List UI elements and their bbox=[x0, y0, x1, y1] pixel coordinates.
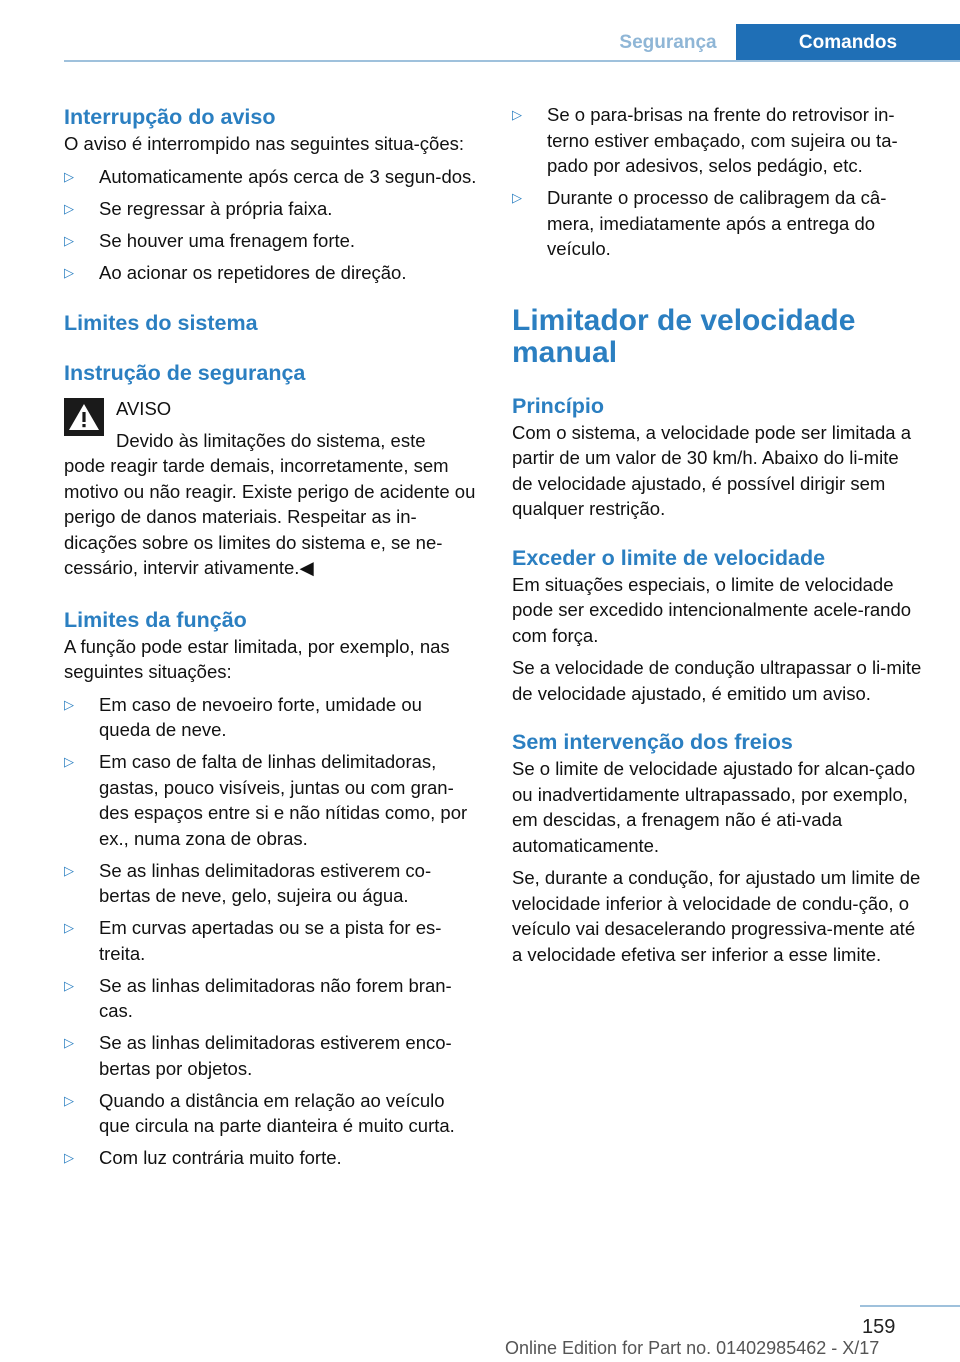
triangle-bullet-icon: ▷ bbox=[64, 168, 74, 184]
warning-block bbox=[64, 396, 478, 581]
list-item: ▷ Em curvas apertadas ou se a pista for es-treita. bbox=[64, 917, 442, 964]
tab-comandos[interactable]: Comandos bbox=[736, 24, 960, 62]
limites-funcao-intro: A função pode estar limitada, por exemplo, nas seguintes situações: bbox=[64, 635, 450, 682]
list-item: ▷ Durante o processo de calibragem da câ-mera, imediatamente após a entrega do veículo. bbox=[512, 187, 887, 259]
list-item: ▷ Ao acionar os repetidores de direção. bbox=[64, 260, 478, 286]
triangle-bullet-icon: ▷ bbox=[64, 1092, 74, 1108]
warning-text: pode reagir tarde demais, incorretamente, sem motivo ou não reagir. Existe perigo de acidente ou perigo de danos materiais. Respeitar as in-dicações sobre os limites do sistema e, se ne-cessário, intervir ativamente.◀ bbox=[64, 455, 476, 578]
list-item: ▷ Se as linhas delimitadoras estiverem co-bertas de neve, gelo, sujeira ou água. bbox=[64, 859, 432, 906]
triangle-bullet-icon: ▷ bbox=[64, 1150, 74, 1165]
sem-intervencao-text-1: Se o limite de velocidade ajustado for alcan-çado ou inadvertidamente ultrapassado, por exemplo, em descidas, a frenagem não é ati-vada automaticamente. bbox=[512, 758, 916, 856]
triangle-bullet-icon: ▷ bbox=[512, 107, 522, 122]
page-number: 159 bbox=[862, 1316, 896, 1338]
principio-text: Com o sistema, a velocidade pode ser limitada a partir de um valor de 30 km/h. Abaixo do li-mite de velocidade ajustado, é possível dirigir sem qualquer restrição. bbox=[512, 421, 911, 519]
list-item: ▷ Se as linhas delimitadoras não forem bran-cas. bbox=[64, 974, 452, 1021]
triangle-bullet-icon: ▷ bbox=[64, 1035, 74, 1050]
heading-sem-intervencao: Sem intervenção dos freios bbox=[512, 730, 793, 754]
triangle-bullet-icon: ▷ bbox=[64, 696, 74, 712]
list-item: ▷ Se houver uma frenagem forte. bbox=[64, 228, 478, 254]
footer-edition: Online Edition for Part no. 01402985462 - X/17 bbox=[505, 1338, 880, 1358]
list-item: ▷ Em caso de falta de linhas delimitadoras, gastas, pouco visíveis, juntas ou com gran-des espaços entre si e não nítidas como, por ex., numa zona de obras. bbox=[64, 751, 468, 849]
triangle-bullet-icon: ▷ bbox=[512, 190, 522, 205]
list-item: ▷ Quando a distância em relação ao veículo que circula na parte dianteira é muito curta. bbox=[64, 1089, 455, 1136]
heading-interrupcao: Interrupção do aviso bbox=[64, 105, 276, 129]
limites-funcao-list bbox=[64, 692, 478, 1171]
heading-limites-funcao: Limites da função bbox=[64, 607, 247, 632]
left-column bbox=[64, 100, 478, 1171]
tab-seguranca[interactable]: Segurança bbox=[619, 32, 717, 53]
heading-instrucao-seguranca: Instrução de segurança bbox=[64, 361, 306, 385]
list-item: ▷ Em caso de nevoeiro forte, umidade ou queda de neve. bbox=[64, 693, 422, 740]
exceder-text-2: Se a velocidade de condução ultrapassar o li-mite de velocidade ajustado, é emitido um aviso. bbox=[512, 657, 922, 704]
triangle-bullet-icon: ▷ bbox=[64, 977, 74, 993]
interrupcao-intro: O aviso é interrompido nas seguintes situa-ções: bbox=[64, 133, 465, 154]
triangle-bullet-icon: ▷ bbox=[64, 200, 74, 216]
list-item: ▷ Se regressar à própria faixa. bbox=[64, 196, 478, 222]
footer-rule bbox=[860, 1305, 960, 1307]
header-rule bbox=[64, 60, 960, 62]
triangle-bullet-icon: ▷ bbox=[64, 754, 74, 769]
heading-principio: Princípio bbox=[512, 393, 604, 418]
warning-triangle-icon bbox=[64, 398, 104, 436]
heading-exceder: Exceder o limite de velocidade bbox=[512, 545, 826, 570]
interrupcao-list bbox=[64, 164, 478, 286]
heading-limites-sistema: Limites do sistema bbox=[64, 311, 258, 335]
limites-funcao-list-continued bbox=[512, 102, 924, 262]
triangle-bullet-icon: ▷ bbox=[64, 920, 74, 935]
triangle-bullet-icon: ▷ bbox=[64, 862, 74, 878]
exceder-text-1: Em situações especiais, o limite de velocidade pode ser excedido intencionalmente acele-rando com força. bbox=[512, 573, 912, 646]
list-item: ▷ Automaticamente após cerca de 3 segun-dos. bbox=[64, 164, 478, 190]
list-item: ▷ Se as linhas delimitadoras estiverem enco-bertas por objetos. bbox=[64, 1032, 452, 1079]
sem-intervencao-text-2: Se, durante a condução, for ajustado um limite de velocidade inferior à velocidade de condu-ção, o veículo vai desacelerando progressiva-mente até a velocidade efetiva ser inferior a esse limite. bbox=[512, 867, 921, 965]
triangle-bullet-icon: ▷ bbox=[64, 264, 74, 280]
list-item: ▷ Se o para-brisas na frente do retrovisor in-terno estiver embaçado, com sujeira ou ta-pado por adesivos, selos pedágio, etc. bbox=[512, 104, 898, 176]
right-column bbox=[512, 100, 924, 967]
warning-title: AVISO bbox=[116, 398, 172, 419]
list-item: ▷ Com luz contrária muito forte. bbox=[64, 1145, 478, 1171]
heading-limitador: Limitador de velocidade manual bbox=[512, 303, 856, 369]
warning-text-first: Devido às limitações do sistema, este bbox=[116, 429, 426, 451]
triangle-bullet-icon: ▷ bbox=[64, 232, 74, 248]
